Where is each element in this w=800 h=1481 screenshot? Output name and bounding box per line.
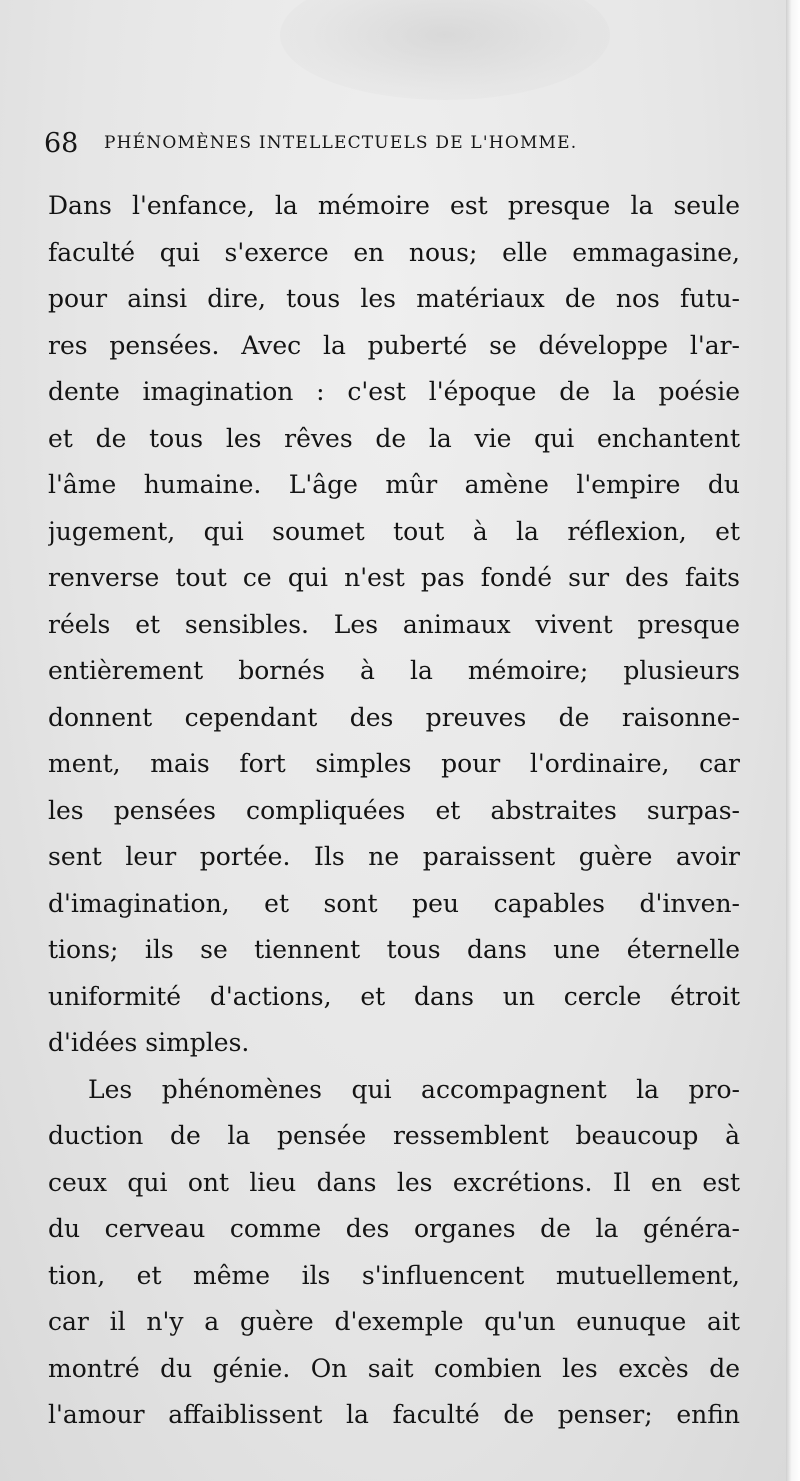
text-line: donnent cependant des preuves de raisonne- bbox=[48, 702, 740, 732]
text-line: l'âme humaine. L'âge mûr amène l'empire du bbox=[48, 470, 740, 499]
text-line: dente imagination : c'est l'époque de la poésie bbox=[48, 377, 740, 406]
paper-stain bbox=[280, 0, 610, 100]
text-line: uniformité d'actions, et dans un cercle étroit bbox=[48, 981, 740, 1011]
text-line: renverse tout ce qui n'est pas fondé sur des faits bbox=[48, 563, 740, 592]
text-line: et de tous les rêves de la vie qui enchantent bbox=[48, 423, 740, 453]
text-line: du cerveau comme des organes de la généra- bbox=[48, 1214, 740, 1243]
text-line: tion, et même ils s'influencent mutuellement, bbox=[48, 1260, 740, 1290]
text-line: d'imagination, et sont peu capables d'inven- bbox=[48, 888, 740, 918]
page-edge bbox=[786, 0, 800, 1481]
text-line: montré du génie. On sait combien les excès de bbox=[48, 1353, 740, 1383]
text-line: réels et sensibles. Les animaux vivent presque bbox=[48, 609, 740, 639]
body-text bbox=[48, 183, 740, 1439]
text-line: tions; ils se tiennent tous dans une éternelle bbox=[48, 935, 740, 964]
text-line: les pensées compliquées et abstraites surpas- bbox=[48, 795, 740, 825]
running-head: PHÉNOMÈNES INTELLECTUELS DE L'HOMME. bbox=[104, 133, 578, 153]
text-line: car il n'y a guère d'exemple qu'un eunuque ait bbox=[48, 1307, 740, 1336]
text-line: ceux qui ont lieu dans les excrétions. Il en est bbox=[48, 1167, 740, 1197]
paragraph-1 bbox=[48, 183, 740, 1067]
text-line: pour ainsi dire, tous les matériaux de nos futu- bbox=[48, 284, 740, 313]
text-line: faculté qui s'exerce en nous; elle emmagasine, bbox=[48, 237, 740, 267]
page-header bbox=[44, 128, 684, 168]
text-line: duction de la pensée ressemblent beaucoup à bbox=[48, 1121, 740, 1150]
text-line: d'idées simples. bbox=[48, 1028, 250, 1057]
text-line: Dans l'enfance, la mémoire est presque la seule bbox=[48, 191, 740, 220]
paragraph-2 bbox=[48, 1067, 740, 1439]
text-line: l'amour affaiblissent la faculté de penser; enfin bbox=[48, 1400, 740, 1429]
text-line: ment, mais fort simples pour l'ordinaire, car bbox=[48, 749, 740, 778]
page-number: 68 bbox=[44, 128, 79, 159]
text-line: sent leur portée. Ils ne paraissent guère avoir bbox=[48, 842, 740, 871]
text-line: entièrement bornés à la mémoire; plusieurs bbox=[48, 656, 740, 685]
text-line: Les phénomènes qui accompagnent la pro- bbox=[88, 1074, 740, 1104]
text-line: res pensées. Avec la puberté se développe l'ar- bbox=[48, 330, 740, 360]
text-line: jugement, qui soumet tout à la réflexion, et bbox=[48, 516, 740, 546]
